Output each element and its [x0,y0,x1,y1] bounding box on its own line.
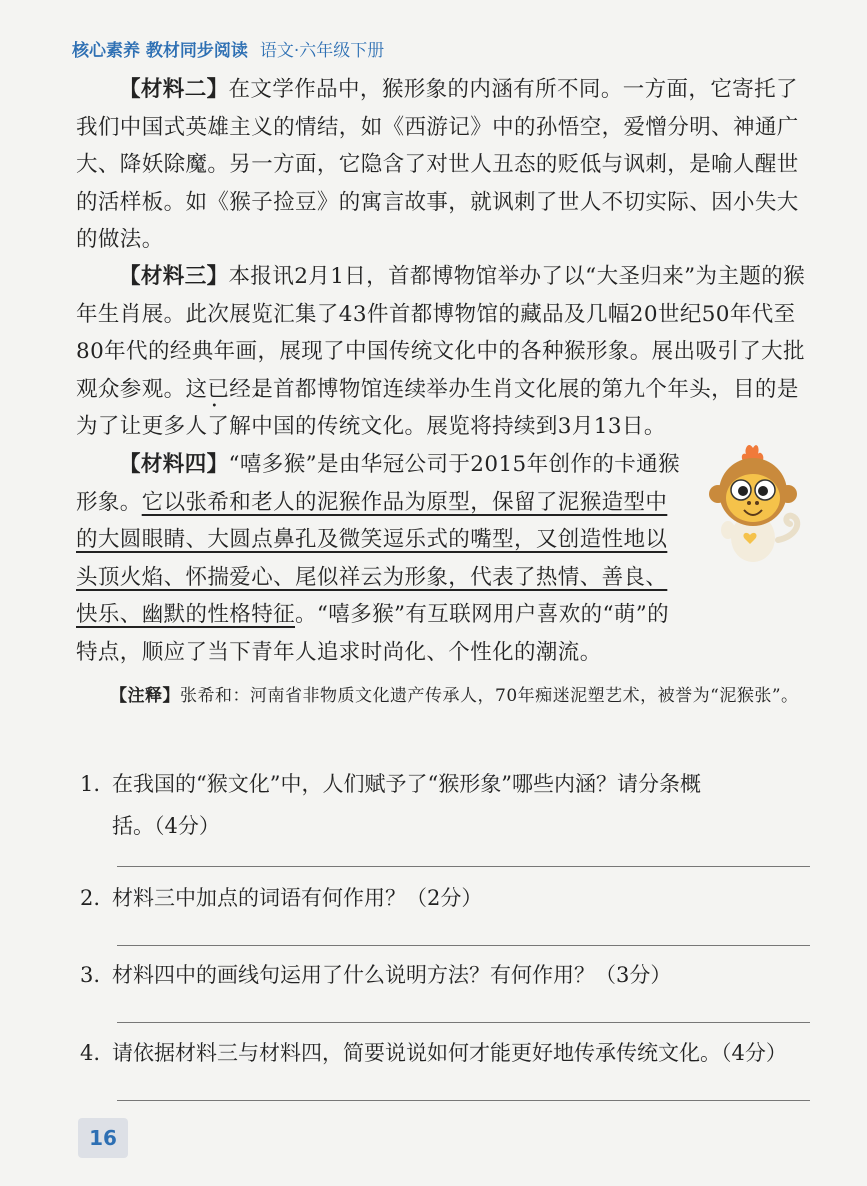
question-4-text: 请依据材料三与材料四，简要说说如何才能更好地传承传统文化。（4分） [112,1041,787,1065]
question-3-text: 材料四中的画线句运用了什么说明方法？有何作用？（3分） [112,963,672,987]
material-3-text-before: 本报讯2月1日，首都博物馆举办了以“大圣归来”为主题的猴年生肖展。此次展览汇集了43件首都博物馆的藏品及几幅20世纪50年代至80年代的经典年画，展现了中国传统文化中的各种猴形象。展出吸引了大批观众参观。这 [76,264,806,402]
question-2 [80,877,820,919]
page-number: 16 [78,1118,128,1158]
material-4-label: 【材料四】 [119,452,229,477]
question-3 [80,954,820,996]
header-subject: 语文·六年级下册 [259,41,385,61]
header-book: 教材同步阅读 [145,41,248,61]
material-2-label: 【材料二】 [119,77,229,102]
question-1-text-line2: 括。（4分） [112,814,220,838]
note-text: 张希和：河南省非物质文化遗产传承人，70年痴迷泥塑艺术，被誉为“泥猴张”。 [180,686,799,706]
cartoon-monkey-illustration [698,440,808,570]
question-1-text-line1: 在我国的“猴文化”中，人们赋予了“猴形象”哪些内涵？请分条概 [112,772,701,796]
question-2-text: 材料三中加点的词语有何作用？（2分） [112,886,483,910]
answer-line-1[interactable] [117,866,810,867]
material-3-text-after: 是首都博物馆连续举办生肖文化展的第九个年头，目的是为了让更多人了解中国的传统文化。展览将持续到3月13日。 [76,376,799,439]
material-2-text: 在文学作品中，猴形象的内涵有所不同。一方面，它寄托了我们中国式英雄主义的情结，如《西游记》中的孙悟空，爱憎分明、神通广大、降妖除魔。另一方面，它隐含了对世人丑态的贬低与讽刺，是喻人醒世的活样板。如《猴子捡豆》的寓言故事，就讽刺了世人不切实际、因小失大的做法。 [76,77,799,252]
header-series: 核心素养 [72,41,140,61]
question-2-number: 2. [80,886,101,910]
question-1-number: 1. [80,772,101,796]
answer-line-2[interactable] [117,945,810,946]
answer-line-4[interactable] [117,1100,810,1101]
question-3-number: 3. [80,963,101,987]
material-4-text-before: “嘻多猴”是由华冠公司于2015年创作的卡通猴形象。 [76,452,680,515]
page-header [72,36,384,61]
question-1 [80,763,820,847]
material-4-paragraph [76,446,686,671]
material-4-text-after: 。“嘻多猴”有互联网用户喜欢的“萌”的特点，顺应了当下青年人追求时尚化、个性化的潮流。 [76,602,670,665]
annotation-note [76,680,812,712]
question-4 [80,1032,820,1074]
emphasis-dotted-word: 已经 • • [207,377,251,402]
material-3-label: 【材料三】 [119,264,229,289]
answer-line-3[interactable] [117,1022,810,1023]
material-3-paragraph [76,258,812,446]
note-label: 【注释】 [110,686,180,706]
underlined-sentence: 它以张希和老人的泥猴作品为原型，保留了泥猴造型中的大圆眼睛、大圆点鼻孔及微笑逗乐式的嘴型，又创造性地以头顶火焰、怀揣爱心、尾似祥云为形象，代表了热情、善良、快乐、幽默的性格特征 [76,489,668,627]
material-2-paragraph [76,71,812,259]
question-4-number: 4. [80,1041,101,1065]
